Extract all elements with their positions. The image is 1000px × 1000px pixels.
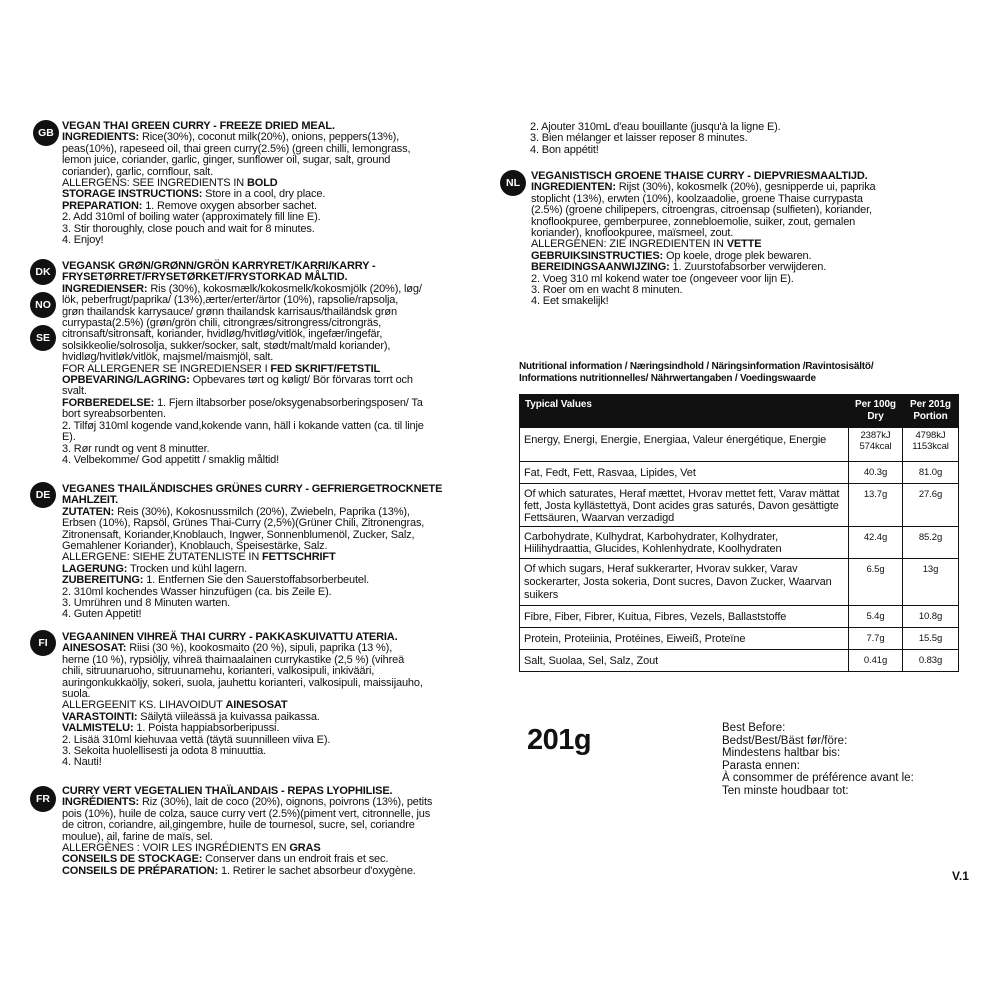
table-row bbox=[520, 527, 959, 559]
fi-ingredients-label: AINESOSAT: bbox=[62, 642, 127, 655]
row-portion: 15.5g bbox=[903, 628, 959, 650]
col-typical-values: Typical Values bbox=[520, 395, 849, 428]
fi-step: 4. Nauti! bbox=[62, 756, 102, 769]
fi-prep-label: VALMISTELU: bbox=[62, 722, 134, 735]
gb-prep-text: 1. Remove oxygen absorber sachet. bbox=[142, 199, 317, 212]
row-label: Protein, Proteiinia, Protéines, Eiweiß, Proteïne bbox=[520, 628, 849, 650]
scandi-ingredients-line: grøn thailandsk karrysauce/ grønn thailandsk karrisaus/thailändsk grøn bbox=[62, 305, 397, 318]
fr-storage-label: CONSEILS DE STOCKAGE: bbox=[62, 853, 203, 866]
row-label: Fat, Fedt, Fett, Rasvaa, Lipides, Vet bbox=[520, 462, 849, 484]
nl-storage-text: Op koele, droge plek bewaren. bbox=[663, 249, 812, 262]
fi-ingredients-line: Riisi (30 %), kookosmaito (20 %), sipuli, paprika (13 %), bbox=[126, 642, 393, 655]
scandi-ingredients-line: hvidløg/hvitløk/vitlök, majsmel/maismjöl, salt. bbox=[62, 351, 274, 364]
row-dry: 5.4g bbox=[849, 606, 903, 628]
de-prep-label: ZUBEREITUNG: bbox=[62, 574, 144, 587]
scandi-title: VEGANSK GRØN/GRØNN/GRÖN KARRYRET/KARRI/KARRY - bbox=[62, 260, 376, 272]
nl-ingredients-line: knoflookpuree, gemberpuree, zonnebloemolie, suiker, zout, gemalen bbox=[531, 215, 856, 228]
nutrition-header-line: Informations nutritionnelles/ Nährwertangaben / Voedingswaarde bbox=[519, 373, 816, 384]
gb-prep-label: PREPARATION: bbox=[62, 199, 143, 212]
nutrition-header-row bbox=[520, 395, 959, 428]
section-de bbox=[62, 484, 502, 621]
badge-nl: NL bbox=[500, 170, 526, 196]
de-title: MAHLZEIT. bbox=[62, 494, 119, 507]
scandi-ingredients-line: lök, peberfrugt/paprika/ (13%),ærter/erter/ärtor (10%), rapsolie/rapsolja, bbox=[62, 294, 399, 307]
table-row bbox=[520, 650, 959, 672]
fr-allergens-text: ALLERGÈNES : VOIR LES INGRÉDIENTS EN bbox=[62, 842, 290, 855]
de-title: VEGANES THAILÄNDISCHES GRÜNES CURRY - GEFRIERGETROCKNETE bbox=[62, 483, 443, 495]
gb-storage-label: STORAGE INSTRUCTIONS: bbox=[62, 188, 203, 201]
row-dry: 13.7g bbox=[849, 484, 903, 527]
scandi-allergens-text: FOR ALLERGENER SE INGREDIENSER I bbox=[62, 362, 271, 375]
fr-title: CURRY VERT VEGETALIEN THAÏLANDAIS - REPAS LYOPHILISE. bbox=[62, 785, 393, 797]
nl-allergens-text: ALLERGENEN: ZIE INGREDIENTEN IN bbox=[531, 238, 727, 251]
nl-storage-label: GEBRUIKSINSTRUCTIES: bbox=[531, 249, 664, 262]
de-allergens-text: ALLERGENE: SIEHE ZUTATENLISTE IN bbox=[62, 551, 263, 564]
row-label: Salt, Suolaa, Sel, Salz, Zout bbox=[520, 650, 849, 672]
fi-storage-label: VARASTOINTI: bbox=[62, 710, 138, 723]
nl-prep-label: BEREIDINGSAANWIJZING: bbox=[531, 261, 670, 274]
nutrition-header-line: Nutritional information / Næringsindhold / Näringsinformation /Ravintosisältö/ bbox=[519, 361, 874, 372]
row-dry: 6.5g bbox=[849, 559, 903, 606]
gb-allergens-bold: BOLD bbox=[247, 177, 278, 190]
fi-step: 3. Sekoita huolellisesti ja odota 8 minuuttia. bbox=[62, 745, 267, 758]
fi-title: VEGAANINEN VIHREÄ THAI CURRY - PAKKASKUIVATTU ATERIA. bbox=[62, 631, 398, 643]
scandi-ingredients-line: solsikkeolie/solrosolja, sukker/socker, salt, stødt/malt/mald koriander), bbox=[62, 339, 391, 352]
row-portion: 10.8g bbox=[903, 606, 959, 628]
gb-step: 3. Stir thoroughly, close pouch and wait for 8 minutes. bbox=[62, 222, 315, 235]
gb-step: 2. Add 310ml of boiling water (approximately fill line E). bbox=[62, 211, 321, 224]
scandi-storage-text: Opbevares tørt og køligt/ Bör förvaras torrt och bbox=[189, 374, 413, 387]
best-before-line: Best Before: bbox=[722, 722, 786, 734]
fr-allergens-bold: GRAS bbox=[289, 842, 321, 855]
nl-step: 3. Roer om en wacht 8 minuten. bbox=[531, 284, 683, 297]
table-row bbox=[520, 462, 959, 484]
scandi-prep-label: FORBEREDELSE: bbox=[62, 396, 155, 409]
badge-dk: DK bbox=[30, 259, 56, 285]
fr-step: 4. Bon appétit! bbox=[530, 143, 599, 156]
de-step: 2. 310ml kochendes Wasser hinzufügen (ca. bis Zeile E). bbox=[62, 585, 332, 598]
de-allergens-bold: FETTSCHRIFT bbox=[262, 551, 336, 564]
scandi-step: 4. Velbekomme/ God appetitt / smaklig måltid! bbox=[62, 453, 280, 466]
scandi-step: E). bbox=[62, 431, 76, 444]
fi-ingredients-line: auringonkukkaöljy, sokeri, suola, jauhettu korianteri, valkosipuli, maissijauho, bbox=[62, 676, 423, 689]
row-dry: 2387kJ 574kcal bbox=[849, 428, 903, 462]
best-before-line: Parasta ennen: bbox=[722, 759, 801, 772]
gb-allergens-text: ALLERGENS: SEE INGREDIENTS IN bbox=[62, 177, 247, 190]
fr-prep-text: 1. Retirer le sachet absorbeur d'oxygène. bbox=[218, 864, 416, 877]
scandi-step: 2. Tilføj 310ml kogende vand,kokende vann, häll i kokande vatten (ca. til linje bbox=[62, 419, 424, 432]
fi-step: 2. Lisää 310ml kiehuvaa vettä (täytä suunnilleen viiva E). bbox=[62, 733, 331, 746]
fi-allergens-text: ALLERGEENIT KS. LIHAVOIDUT bbox=[62, 699, 226, 712]
section-fi bbox=[62, 632, 502, 769]
section-fr-cont bbox=[530, 122, 970, 156]
net-weight: 201g bbox=[527, 724, 592, 756]
gb-ingredients-line: lemon juice, coriander, garlic, ginger, sunflower oil, sugar, salt, ground bbox=[62, 154, 391, 167]
row-portion: 4798kJ 1153kcal bbox=[903, 428, 959, 462]
scandi-ingredients-line: citronsaft/sitronsaft, koriander, hvidløg/hvitløg/vitlök, ingefær/ingefär, bbox=[62, 328, 383, 341]
badge-fi: FI bbox=[30, 630, 56, 656]
de-ingredients-line: Reis (30%), Kokosnussmilch (20%), Zwiebeln, Paprika (13%), bbox=[114, 505, 410, 518]
de-storage-text: Trocken und kühl lagern. bbox=[127, 562, 248, 575]
row-label: Carbohydrate, Kulhydrat, Karbohydrater, Kolhydrater, Hiilihydraattia, Glucides, Kohlenhydrate, Koolhydraten bbox=[520, 527, 849, 559]
nutrition-header bbox=[519, 361, 959, 385]
gb-ingredients-label: INGREDIENTS: bbox=[62, 131, 140, 144]
scandi-ingredients-line: Ris (30%), kokosmælk/kokosmelk/kokosmjölk (20%), løg/ bbox=[147, 282, 422, 295]
section-fr bbox=[62, 786, 502, 877]
fr-prep-label: CONSEILS DE PRÉPARATION: bbox=[62, 864, 219, 877]
fi-allergens-bold: AINESOSAT bbox=[225, 699, 288, 712]
row-portion: 27.6g bbox=[903, 484, 959, 527]
scandi-prep-cont: bort syreabsorbenten. bbox=[62, 408, 166, 421]
best-before-line: À consommer de préférence avant le: bbox=[722, 772, 914, 785]
row-portion: 13g bbox=[903, 559, 959, 606]
fr-storage-text: Conserver dans un endroit frais et sec. bbox=[202, 853, 389, 866]
fi-storage-text: Säilytä viileässä ja kuivassa paikassa. bbox=[137, 710, 320, 723]
row-label: Fibre, Fiber, Fibrer, Kuitua, Fibres, Vezels, Ballaststoffe bbox=[520, 606, 849, 628]
fr-ingredients-line: Riz (30%), lait de coco (20%), oignons, poivrons (13%), petits bbox=[139, 796, 433, 809]
de-ingredients-line: Erbsen (10%), Rapsöl, Grünes Thai-Curry (2,5%)(Grüner Chili, Zitronengras, bbox=[62, 517, 425, 530]
scandi-ingredients-line: currypasta(2.5%) (grøn/grön chili, citrongræs/sitrongress/citrongräs, bbox=[62, 317, 382, 330]
fr-step: 2. Ajouter 310mL d'eau bouillante (jusqu'à la ligne E). bbox=[530, 121, 781, 133]
table-row bbox=[520, 606, 959, 628]
section-gb bbox=[62, 121, 492, 246]
scandi-title: FRYSETØRRET/FRYSETØRKET/FRYSTORKAD MÅLTID. bbox=[62, 271, 348, 284]
row-dry: 0.41g bbox=[849, 650, 903, 672]
scandi-prep-text: 1. Fjern iltabsorber pose/oksygenabsorberingsposen/ Ta bbox=[154, 396, 423, 409]
nl-prep-text: 1. Zuurstofabsorber verwijderen. bbox=[669, 261, 827, 274]
nl-ingredients-label: INGREDIENTEN: bbox=[531, 181, 616, 194]
fr-ingredients-label: INGRÉDIENTS: bbox=[62, 796, 140, 809]
de-ingredients-line: Zitronensaft, Koriander,Knoblauch, Ingwer, Sonnenblumenöl, Zucker, Salz, bbox=[62, 528, 415, 541]
de-ingredients-label: ZUTATEN: bbox=[62, 505, 115, 518]
nutrition-table bbox=[519, 394, 959, 672]
fr-step: 3. Bien mélanger et laisser reposer 8 minutes. bbox=[530, 132, 748, 145]
gb-step: 4. Enjoy! bbox=[62, 234, 104, 247]
badge-fr: FR bbox=[30, 786, 56, 812]
scandi-ingredients-label: INGREDIENSER: bbox=[62, 282, 148, 295]
table-row bbox=[520, 628, 959, 650]
best-before-line: Bedst/Best/Bäst før/före: bbox=[722, 734, 848, 747]
best-before-line: Ten minste houdbaar tot: bbox=[722, 784, 849, 797]
nl-ingredients-line: stoplicht (13%), erwten (10%), koolzaadolie, groene Thaise currypasta bbox=[531, 192, 863, 205]
row-label: Of which saturates, Heraf mættet, Hvorav mettet fett, Varav mättat fett, Josta kyllästettyä, Dont acides gras saturés, Davon gesättigte Fettsäuren, Waarvan verzadigd bbox=[520, 484, 849, 527]
fr-ingredients-line: de citron, coriandre, ail,gingembre, huile de tournesol, sucre, sel, coriandre bbox=[62, 819, 415, 832]
table-row bbox=[520, 559, 959, 606]
fi-ingredients-line: chili, sitruunaruoho, sitruunamehu, korianteri, valkosipuli, inkivääri, bbox=[62, 665, 375, 678]
fi-prep-text: 1. Poista happiabsorberipussi. bbox=[133, 722, 280, 735]
nl-ingredients-line: Rijst (30%), kokosmelk (20%), gesnipperde ui, paprika bbox=[615, 181, 876, 194]
scandi-allergens-bold: FED SKRIFT/FETSTIL bbox=[270, 362, 381, 375]
table-row bbox=[520, 484, 959, 527]
de-prep-text: 1. Entfernen Sie den Sauerstoffabsorberbeutel. bbox=[143, 574, 370, 587]
row-portion: 0.83g bbox=[903, 650, 959, 672]
scandi-storage-cont: svalt. bbox=[62, 385, 87, 398]
section-scandi bbox=[62, 261, 502, 466]
row-dry: 7.7g bbox=[849, 628, 903, 650]
row-label: Energy, Energi, Energie, Energiaa, Valeur énergétique, Energie bbox=[520, 428, 849, 462]
scandi-storage-label: OPBEVARING/LAGRING: bbox=[62, 374, 190, 387]
gb-ingredients-line: Rice(30%), coconut milk(20%), onions, peppers(13%), bbox=[139, 131, 400, 144]
col-portion: Per 201g Portion bbox=[903, 395, 959, 428]
badge-no: NO bbox=[30, 292, 56, 318]
table-row bbox=[520, 428, 959, 462]
best-before-block bbox=[722, 722, 914, 798]
gb-title: VEGAN THAI GREEN CURRY - FREEZE DRIED MEAL. bbox=[62, 120, 335, 132]
de-step: 3. Umrühren und 8 Minuten warten. bbox=[62, 597, 231, 610]
fi-ingredients-line: herne (10 %), rypsiöljy, vihreä thaimaalainen currykastike (2,5 %) (vihreä bbox=[62, 653, 405, 666]
gb-ingredients-line: peas(10%), rapeseed oil, thai green curry(2.5%) (green chilli, lemongrass, bbox=[62, 142, 411, 155]
gb-ingredients-line: coriander), garlic, cornflour, salt. bbox=[62, 165, 214, 178]
row-dry: 42.4g bbox=[849, 527, 903, 559]
nl-ingredients-line: (2.5%) (groene chilipepers, citroengras, citroensap (sulfieten), koriander, bbox=[531, 204, 872, 217]
de-step: 4. Guten Appetit! bbox=[62, 608, 142, 621]
badge-gb: GB bbox=[33, 120, 59, 146]
best-before-line: Mindestens haltbar bis: bbox=[722, 747, 841, 760]
badge-de: DE bbox=[30, 482, 56, 508]
gb-storage-text: Store in a cool, dry place. bbox=[202, 188, 326, 201]
section-nl bbox=[531, 171, 971, 308]
fr-ingredients-line: pois (10%), huile de colza, sauce curry vert (2.5%)(piment vert, citronnelle, jus bbox=[62, 807, 431, 820]
de-storage-label: LAGERUNG: bbox=[62, 562, 128, 575]
de-ingredients-line: Gemahlener Koriander), Knoblauch, Speisestärke, Salz. bbox=[62, 540, 328, 553]
row-label: Of which sugars, Heraf sukkerarter, Hvorav sukker, Varav sockerarter, Josta sokeria, Dont sucres, Davon Zucker, Waarvan suikers bbox=[520, 559, 849, 606]
col-dry: Per 100g Dry bbox=[849, 395, 903, 428]
nl-title: VEGANISTISCH GROENE THAISE CURRY - DIEPVRIESMAALTIJD. bbox=[531, 170, 868, 182]
nl-step: 4. Eet smakelijk! bbox=[531, 295, 609, 308]
fi-ingredients-line: suola. bbox=[62, 688, 91, 701]
version-label: V.1 bbox=[952, 869, 969, 883]
nl-ingredients-line: koriander), knoflookpuree, maïsmeel, zout. bbox=[531, 227, 734, 240]
nl-step: 2. Voeg 310 ml kokend water toe (ongeveer voor lijn E). bbox=[531, 272, 794, 285]
fr-ingredients-line: moulue), ail, farine de maïs, sel. bbox=[62, 830, 213, 843]
row-portion: 81.0g bbox=[903, 462, 959, 484]
row-portion: 85.2g bbox=[903, 527, 959, 559]
nl-allergens-bold: VETTE bbox=[726, 238, 762, 251]
scandi-step: 3. Rør rundt og vent 8 minutter. bbox=[62, 442, 210, 455]
badge-se: SE bbox=[30, 325, 56, 351]
row-dry: 40.3g bbox=[849, 462, 903, 484]
